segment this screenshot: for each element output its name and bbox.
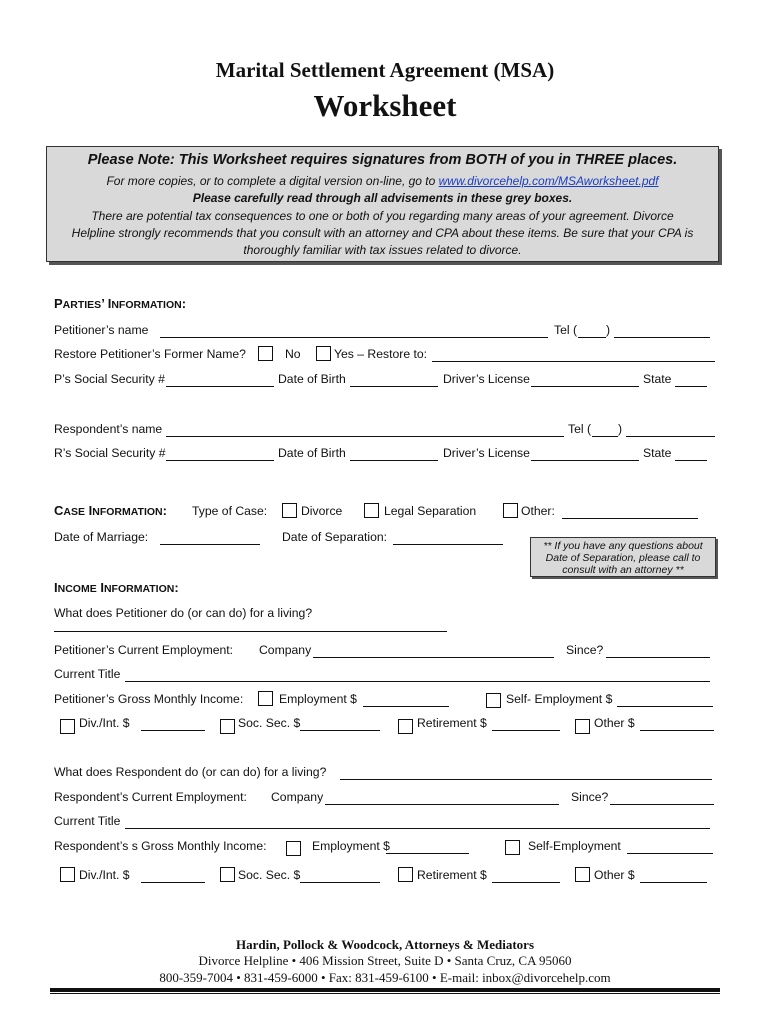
parties-heading: PARTIES’ INFORMATION: [54, 296, 187, 311]
restore-no-label: No [285, 347, 301, 361]
petitioner-dl-field[interactable] [531, 386, 639, 387]
petitioner-self-employment-checkbox[interactable] [486, 693, 501, 708]
respondent-title-label: Current Title [54, 814, 121, 828]
respondent-employment-checkbox[interactable] [286, 841, 301, 856]
respondent-employment-amount-label: Employment $ [312, 839, 390, 853]
respondent-self-employment-label: Self-Employment [528, 839, 621, 853]
footer-address: Divorce Helpline • 406 Mission Street, Suite D • Santa Cruz, CA 95060 [198, 953, 572, 968]
restore-no-checkbox[interactable] [258, 346, 273, 361]
respondent-tel-close: ) [618, 422, 623, 436]
petitioner-div-int-field[interactable] [141, 730, 205, 731]
respondent-tel-label: Tel ( [568, 422, 592, 436]
petitioner-ssn-field[interactable] [166, 386, 274, 387]
note-box [46, 146, 719, 262]
note-line-1: Please Note: This Worksheet requires signatures from BOTH of you in THREE places. [87, 152, 678, 168]
petitioner-div-int-checkbox[interactable] [60, 719, 75, 734]
respondent-employment-label: Respondent’s Current Employment: [54, 790, 247, 804]
note-line-2-text: For more copies, or to complete a digital version on-line, go to [106, 174, 439, 188]
respondent-dl-field[interactable] [531, 460, 639, 461]
title-line-1: Marital Settlement Agreement (MSA) [215, 58, 555, 82]
petitioner-soc-sec-checkbox[interactable] [220, 719, 235, 734]
petitioner-retirement-field[interactable] [492, 730, 560, 731]
petitioner-other-income-label: Other $ [594, 716, 635, 730]
respondent-living-field[interactable] [340, 779, 712, 780]
petitioner-employment-label: Petitioner’s Current Employment: [54, 643, 234, 657]
respondent-ssn-label: R’s Social Security # [54, 446, 166, 460]
respondent-dob-label: Date of Birth [278, 446, 346, 460]
other-case-checkbox[interactable] [503, 503, 518, 518]
footer-firm: Hardin, Pollock & Woodcock, Attorneys & Mediators [235, 937, 535, 952]
income-heading: INCOME INFORMATION: [54, 580, 179, 595]
petitioner-company-field[interactable] [313, 657, 554, 658]
petitioner-soc-sec-label: Soc. Sec. $ [238, 716, 301, 730]
petitioner-employment-amount-label: Employment $ [279, 692, 357, 706]
respondent-soc-sec-checkbox[interactable] [220, 867, 235, 882]
date-of-marriage-label: Date of Marriage: [54, 530, 149, 544]
respondent-retirement-field[interactable] [492, 882, 560, 883]
petitioner-div-int-label: Div./Int. $ [79, 716, 130, 730]
respondent-soc-sec-label: Soc. Sec. $ [238, 868, 301, 882]
respondent-dob-field[interactable] [350, 460, 438, 461]
petitioner-tel-label: Tel ( [554, 323, 578, 337]
respondent-retirement-checkbox[interactable] [398, 867, 413, 882]
respondent-self-employment-checkbox[interactable] [505, 840, 520, 855]
respondent-employment-amount-field[interactable] [386, 853, 469, 854]
respondent-dl-label: Driver’s License [443, 446, 530, 460]
respondent-company-field[interactable] [325, 804, 559, 805]
respondent-living-label: What does Respondent do (or can do) for a living? [54, 765, 327, 779]
note-line-3: Please carefully read through all advisements in these grey boxes. [192, 191, 573, 205]
respondent-self-employment-field[interactable] [627, 853, 713, 854]
divorce-label: Divorce [301, 504, 343, 518]
petitioner-area-code-field[interactable] [578, 337, 606, 338]
petitioner-title-label: Current Title [54, 667, 121, 681]
respondent-name-field[interactable] [166, 436, 564, 437]
petitioner-living-label: What does Petitioner do (or can do) for a living? [54, 606, 313, 620]
petitioner-tel-field[interactable] [614, 337, 710, 338]
restore-name-label: Restore Petitioner’s Former Name? [54, 347, 246, 361]
note-line-6: thoroughly familiar with tax issues related to divorce. [243, 243, 522, 257]
restore-yes-label: Yes – Restore to: [334, 347, 428, 361]
respondent-div-int-checkbox[interactable] [60, 867, 75, 882]
footer-rule [50, 988, 720, 992]
note-line-4: There are potential tax consequences to one or both of you regarding many areas of your agreement. Divorce [91, 209, 674, 223]
title-line-2: Worksheet [313, 88, 457, 123]
respondent-ssn-field[interactable] [166, 460, 274, 461]
petitioner-tel-close: ) [606, 323, 611, 337]
respondent-area-code-field[interactable] [592, 436, 618, 437]
case-type-label: Type of Case: [192, 504, 268, 518]
restore-name-field[interactable] [432, 361, 715, 362]
petitioner-employment-amount-field[interactable] [363, 706, 449, 707]
footer-rule-thin [50, 993, 720, 994]
petitioner-other-income-field[interactable] [640, 730, 714, 731]
petitioner-gross-label: Petitioner’s Gross Monthly Income: [54, 692, 244, 706]
respondent-tel-field[interactable] [626, 436, 715, 437]
petitioner-retirement-checkbox[interactable] [398, 719, 413, 734]
petitioner-dob-label: Date of Birth [278, 372, 346, 386]
respondent-title-field[interactable] [125, 828, 710, 829]
petitioner-retirement-label: Retirement $ [417, 716, 487, 730]
separation-note-box: ** If you have any questions about Date of Separation, please call to consult with an attorney ** [530, 537, 716, 577]
other-case-field[interactable] [562, 518, 698, 519]
respondent-name-label: Respondent’s name [54, 422, 163, 436]
petitioner-ssn-label: P’s Social Security # [54, 372, 165, 386]
respondent-soc-sec-field[interactable] [300, 882, 380, 883]
petitioner-company-label: Company [259, 643, 312, 657]
petitioner-living-field[interactable] [54, 631, 447, 632]
note-line-5: Helpline strongly recommends that you consult with an attorney and CPA about these items. Be sure that your CPA is [71, 226, 694, 240]
petitioner-self-employment-field[interactable] [617, 706, 713, 707]
respondent-company-label: Company [271, 790, 324, 804]
petitioner-self-employment-label: Self- Employment $ [506, 692, 613, 706]
petitioner-since-field[interactable] [606, 657, 710, 658]
restore-yes-checkbox[interactable] [316, 346, 331, 361]
respondent-div-int-label: Div./Int. $ [79, 868, 130, 882]
legal-separation-label: Legal Separation [384, 504, 477, 518]
petitioner-employment-checkbox[interactable] [258, 691, 273, 706]
legal-separation-checkbox[interactable] [364, 503, 379, 518]
footer-contact: 800-359-7004 • 831-459-6000 • Fax: 831-459-6100 • E-mail: inbox@divorcehelp.com [159, 970, 611, 985]
petitioner-state-label: State [643, 372, 672, 386]
petitioner-since-label: Since? [566, 643, 604, 657]
respondent-other-income-field[interactable] [640, 882, 707, 883]
respondent-div-int-field[interactable] [141, 882, 205, 883]
petitioner-other-income-checkbox[interactable] [575, 719, 590, 734]
petitioner-dob-field[interactable] [350, 386, 438, 387]
petitioner-name-label: Petitioner’s name [54, 323, 149, 337]
respondent-state-label: State [643, 446, 672, 460]
date-of-marriage-field[interactable] [160, 544, 260, 545]
other-case-label: Other: [521, 504, 555, 518]
date-of-separation-field[interactable] [393, 544, 503, 545]
respondent-since-label: Since? [571, 790, 609, 804]
respondent-retirement-label: Retirement $ [417, 868, 487, 882]
divorce-checkbox[interactable] [282, 503, 297, 518]
case-heading: CASE INFORMATION: [54, 503, 167, 518]
petitioner-state-field[interactable] [675, 386, 707, 387]
respondent-gross-label: Respondent’s s Gross Monthly Income: [54, 839, 267, 853]
note-line-2 [47, 173, 718, 190]
petitioner-soc-sec-field[interactable] [300, 730, 380, 731]
date-of-separation-label: Date of Separation: [282, 530, 388, 544]
respondent-state-field[interactable] [675, 460, 707, 461]
petitioner-title-field[interactable] [125, 681, 710, 682]
respondent-since-field[interactable] [610, 804, 714, 805]
respondent-other-income-checkbox[interactable] [575, 867, 590, 882]
petitioner-name-field[interactable] [160, 337, 548, 338]
worksheet-link[interactable]: www.divorcehelp.com/MSAworksheet.pdf [438, 174, 659, 188]
respondent-other-income-label: Other $ [594, 868, 635, 882]
petitioner-dl-label: Driver’s License [443, 372, 530, 386]
